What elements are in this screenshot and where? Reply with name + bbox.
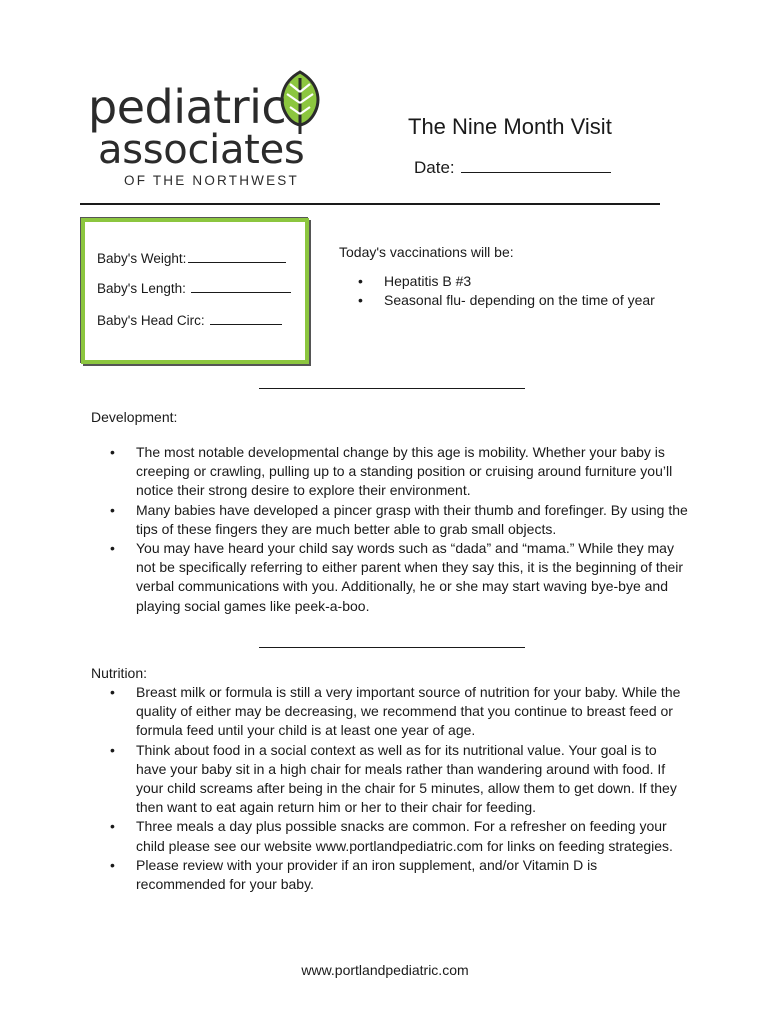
weight-field[interactable] [97,250,286,266]
list-item: • The most notable developmental change by this age is mobility. Whether your baby is creeping or crawling, pulling up to a standing position or cruising around furniture you’ll notice their strong desire to explore their environment. [110,443,690,501]
document-title: The Nine Month Visit [408,114,612,139]
list-item: • Seasonal flu- depending on the time of year [358,291,655,310]
development-heading: Development: [91,409,178,425]
logo-subtitle: OF THE NORTHWEST [124,173,299,188]
list-item: • You may have heard your child say words such as “dada” and “mama.” While they may not be specifically referring to either parent when they say this, it is the beginning of their verbal communications with you. Additionally, he or she may start waving bye-bye and playing social games like peek-a-boo. [110,539,690,616]
list-item: • Three meals a day plus possible snacks are common. For a refresher on feeding your child please see our website www.portlandpediatric.com for links on feeding strategies. [110,817,690,855]
header-divider [80,203,660,205]
list-item: • Breast milk or formula is still a very important source of nutrition for your baby. While the quality of either may be decreasing, we recommend that you continue to breast feed or formula feed until your child is at least one year of age. [110,683,690,741]
date-blank-line[interactable] [461,158,611,173]
logo-wordmark-line1: pediatric [88,80,287,134]
section-divider [259,647,525,648]
date-field[interactable] [414,158,611,178]
nutrition-heading: Nutrition: [91,665,148,681]
length-field[interactable] [97,280,291,296]
nutrition-list [110,683,690,894]
list-item: • Please review with your provider if an iron supplement, and/or Vitamin D is recommended for your baby. [110,856,690,894]
list-item: • Hepatitis B #3 [358,272,655,291]
measurements-box [81,218,309,364]
section-divider [259,388,525,389]
length-label: Baby's Length: [97,281,186,296]
vaccinations-list [358,272,655,310]
head-circ-field[interactable] [97,312,282,328]
date-label: Date: [414,158,455,177]
footer-website-link[interactable]: www.portlandpediatric.com [301,962,469,978]
development-list [110,443,690,616]
head-circ-blank-line[interactable] [210,312,282,325]
weight-label: Baby's Weight: [97,251,187,266]
list-item: • Many babies have developed a pincer grasp with their thumb and forefinger. By using the tips of these fingers they are much better able to grab small objects. [110,501,690,539]
length-blank-line[interactable] [191,280,291,293]
vaccinations-heading: Today's vaccinations will be: [339,244,514,260]
head-circ-label: Baby's Head Circ: [97,313,205,328]
weight-blank-line[interactable] [188,250,286,263]
logo-wordmark-line2: associates [98,127,305,173]
practice-logo [88,70,338,195]
list-item: • Think about food in a social context as well as for its nutritional value. Your goal is to have your baby sit in a high chair for meals rather than wandering around with food. If your child screams after being in the chair for 5 minutes, allow them to get down. If they then want to eat again return him or her to their chair for feeding. [110,741,690,818]
